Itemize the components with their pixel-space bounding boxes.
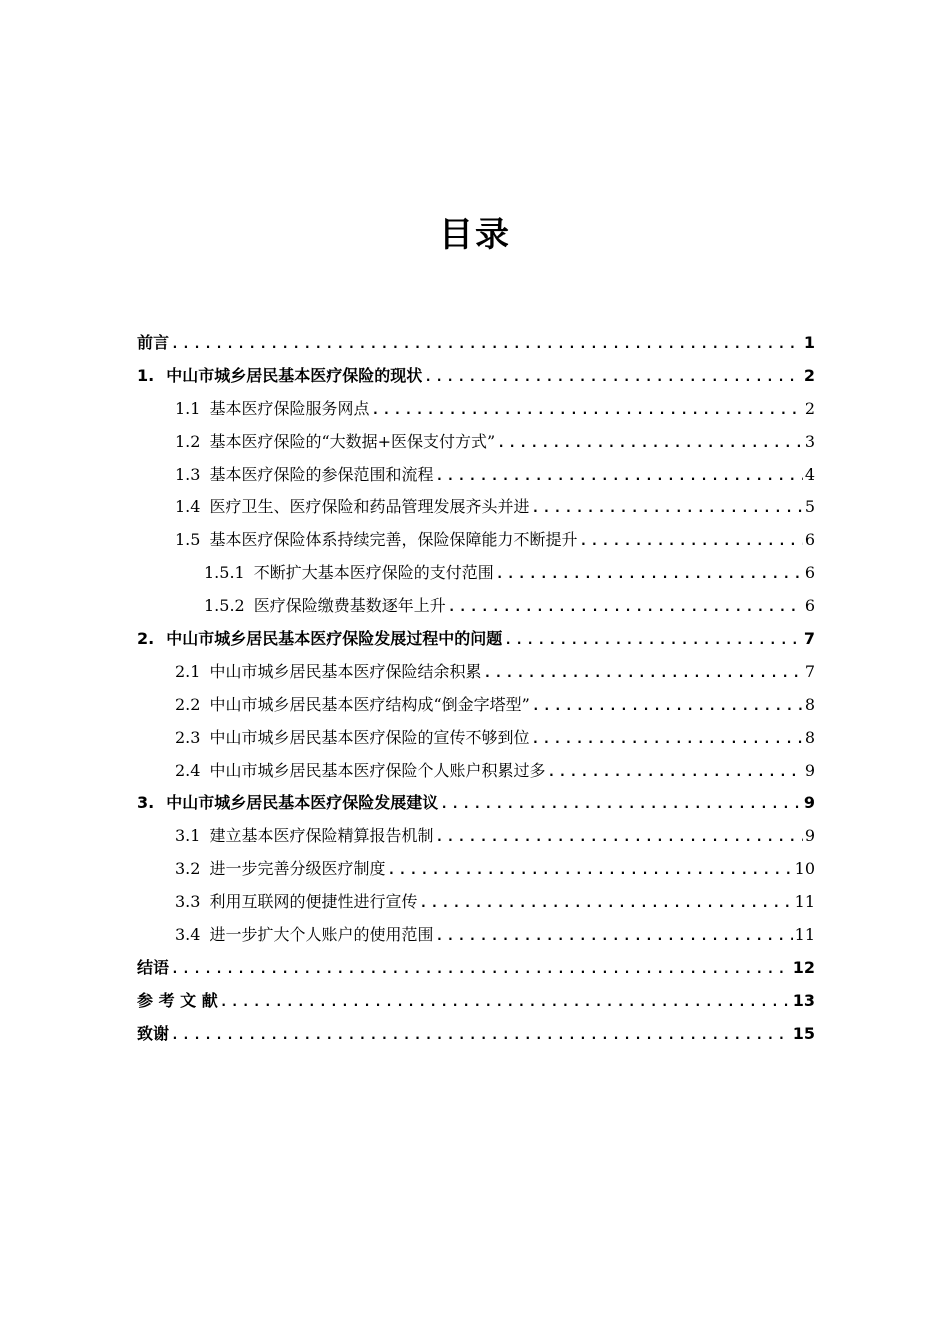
toc-entry-label: 建立基本医疗保险精算报告机制 [209, 826, 434, 846]
toc-page-number: 8 [804, 727, 815, 747]
toc-entry-label: 中山市城乡居民基本医疗结构成“倒金字塔型” [209, 694, 530, 714]
toc-leader-dots [531, 493, 802, 526]
toc-entry-label: 中山市城乡居民基本医疗保险发展建议 [166, 793, 439, 813]
toc-page-number: 5 [804, 497, 815, 517]
toc-page-number: 6 [804, 563, 815, 583]
toc-entry-number: 2. [137, 629, 155, 649]
toc-entry-label: 基本医疗保险服务网点 [209, 398, 370, 418]
toc-leader-dots [419, 888, 792, 921]
toc-page-number: 7 [804, 661, 815, 681]
toc-entry-text [137, 327, 169, 360]
toc-entry-chapter-2[interactable] [137, 623, 815, 656]
toc-entry-number: 1.5.2 [204, 596, 245, 616]
toc-page-number: 4 [804, 464, 815, 484]
toc-page-number: 7 [803, 629, 815, 649]
table-of-contents [137, 327, 815, 1051]
toc-page-number: 10 [794, 859, 815, 879]
toc-entry-text [137, 985, 218, 1018]
toc-page-number: 3 [804, 431, 815, 451]
toc-entry-section-3-3[interactable] [137, 886, 815, 919]
toc-entry-label: 中山市城乡居民基本医疗保险的现状 [166, 365, 423, 385]
toc-entry-label: 医疗保险缴费基数逐年上升 [253, 596, 446, 616]
toc-entry-number: 3. [137, 793, 155, 813]
toc-leader-dots [371, 395, 802, 428]
toc-entry-section-2-1[interactable] [137, 656, 815, 689]
toc-entry-text [175, 820, 433, 853]
toc-leader-dots [579, 526, 802, 559]
toc-page-number: 9 [804, 826, 815, 846]
toc-entry-label: 前言 [137, 333, 170, 352]
toc-leader-dots [496, 559, 803, 592]
toc-leader-dots [424, 362, 802, 395]
toc-leader-dots [220, 987, 791, 1020]
toc-entry-text [175, 689, 530, 722]
toc-entry-text [175, 393, 369, 426]
toc-entry-text [137, 1018, 169, 1051]
toc-entry-label: 基本医疗保险的参保范围和流程 [209, 464, 434, 484]
toc-entry-label: 中山市城乡居民基本医疗保险结余积累 [209, 661, 482, 681]
toc-entry-number: 2.4 [175, 760, 201, 780]
toc-entry-text [175, 919, 433, 952]
toc-entry-number: 1.5 [175, 530, 201, 550]
toc-entry-number: 1.4 [175, 497, 201, 517]
toc-entry-number: 3.4 [175, 925, 201, 945]
toc-entry-text [175, 524, 577, 557]
toc-entry-text [175, 656, 481, 689]
toc-leader-dots [440, 789, 802, 822]
toc-entry-text [175, 755, 545, 788]
toc-entry-label: 致谢 [137, 1023, 170, 1043]
toc-page-number: 1 [803, 333, 815, 352]
toc-leader-dots [387, 855, 792, 888]
toc-leader-dots [532, 691, 803, 724]
toc-leader-dots [435, 822, 802, 855]
toc-entry-number: 3.2 [175, 859, 201, 879]
toc-entry-acknowledgements[interactable] [137, 1018, 815, 1051]
toc-page-number: 2 [804, 398, 815, 418]
toc-entry-section-1-5[interactable] [137, 524, 815, 557]
toc-entry-number: 3.1 [175, 826, 201, 846]
toc-entry-text [137, 952, 169, 985]
toc-entry-section-3-1[interactable] [137, 820, 815, 853]
toc-entry-text [175, 491, 529, 524]
toc-page-number: 12 [792, 957, 815, 977]
toc-entry-label: 不断扩大基本医疗保险的支付范围 [253, 563, 494, 583]
toc-leader-dots [171, 1020, 791, 1053]
toc-entry-label: 基本医疗保险体系持续完善，保险保障能力不断提升 [209, 530, 578, 550]
toc-entry-label: 基本医疗保险的“大数据+医保支付方式” [209, 431, 496, 451]
toc-leader-dots [483, 658, 802, 691]
toc-entry-number: 1.1 [175, 398, 201, 418]
toc-entry-label: 进一步完善分级医疗制度 [209, 859, 386, 879]
toc-page-number: 11 [794, 892, 815, 912]
toc-entry-chapter-1[interactable] [137, 360, 815, 393]
toc-leader-dots [448, 592, 803, 625]
toc-page-number: 2 [803, 365, 815, 385]
toc-leader-dots [171, 954, 791, 987]
toc-entry-label: 中山市城乡居民基本医疗保险发展过程中的问题 [166, 629, 503, 649]
toc-entry-text [204, 590, 446, 623]
toc-entry-section-2-4[interactable] [137, 755, 815, 788]
toc-entry-number: 1. [137, 365, 155, 385]
toc-entry-label: 利用互联网的便捷性进行宣传 [209, 892, 418, 912]
toc-entry-section-1-4[interactable] [137, 491, 815, 524]
toc-entry-text [175, 722, 529, 755]
toc-entry-section-1-1[interactable] [137, 393, 815, 426]
toc-entry-section-1-2[interactable] [137, 426, 815, 459]
toc-leader-dots [547, 757, 802, 790]
toc-entry-section-3-2[interactable] [137, 853, 815, 886]
toc-page-number: 11 [794, 925, 815, 945]
toc-entry-text [137, 623, 502, 656]
toc-page-number: 6 [804, 530, 815, 550]
toc-leader-dots [497, 428, 803, 461]
toc-entry-section-1-5-1[interactable] [137, 557, 815, 590]
toc-entry-text [175, 853, 385, 886]
toc-page-number: 9 [803, 793, 815, 813]
toc-entry-number: 1.5.1 [204, 563, 245, 583]
toc-entry-label: 参 考 文 献 [137, 990, 218, 1010]
toc-entry-text [204, 557, 494, 590]
toc-entry-label: 结语 [137, 957, 170, 977]
toc-entry-number: 2.2 [175, 694, 201, 714]
toc-leader-dots [435, 461, 802, 494]
toc-entry-section-1-3[interactable] [137, 459, 815, 492]
toc-entry-section-1-5-2[interactable] [137, 590, 815, 623]
toc-entry-text [175, 459, 433, 492]
toc-page-number: 8 [804, 694, 815, 714]
toc-page-number: 15 [792, 1023, 815, 1043]
toc-entry-chapter-3[interactable] [137, 787, 815, 820]
toc-leader-dots [435, 921, 792, 954]
toc-title: 目录 [439, 215, 511, 255]
toc-entry-label: 中山市城乡居民基本医疗保险的宣传不够到位 [209, 727, 530, 747]
toc-entry-conclusion[interactable] [137, 952, 815, 985]
toc-entry-references[interactable] [137, 985, 815, 1018]
toc-entry-number: 3.3 [175, 892, 201, 912]
toc-entry-text [175, 886, 417, 919]
toc-page-number: 9 [804, 760, 815, 780]
toc-page-number: 6 [804, 596, 815, 616]
toc-page-number: 13 [792, 990, 815, 1010]
toc-entry-section-3-4[interactable] [137, 919, 815, 952]
toc-entry-number: 1.3 [175, 464, 201, 484]
toc-entry-preface[interactable] [137, 327, 815, 360]
toc-entry-number: 1.2 [175, 431, 201, 451]
toc-entry-number: 2.3 [175, 727, 201, 747]
toc-entry-section-2-2[interactable] [137, 689, 815, 722]
toc-leader-dots [504, 625, 802, 658]
toc-entry-text [137, 787, 438, 820]
toc-leader-dots [531, 724, 802, 757]
toc-entry-number: 2.1 [175, 661, 201, 681]
toc-entry-label: 医疗卫生、医疗保险和药品管理发展齐头并进 [209, 497, 530, 517]
toc-entry-text [137, 360, 422, 393]
toc-entry-label: 进一步扩大个人账户的使用范围 [209, 925, 434, 945]
toc-entry-label: 中山市城乡居民基本医疗保险个人账户积累过多 [209, 760, 546, 780]
toc-entry-section-2-3[interactable] [137, 722, 815, 755]
toc-entry-text [175, 426, 495, 459]
toc-leader-dots [171, 329, 802, 362]
